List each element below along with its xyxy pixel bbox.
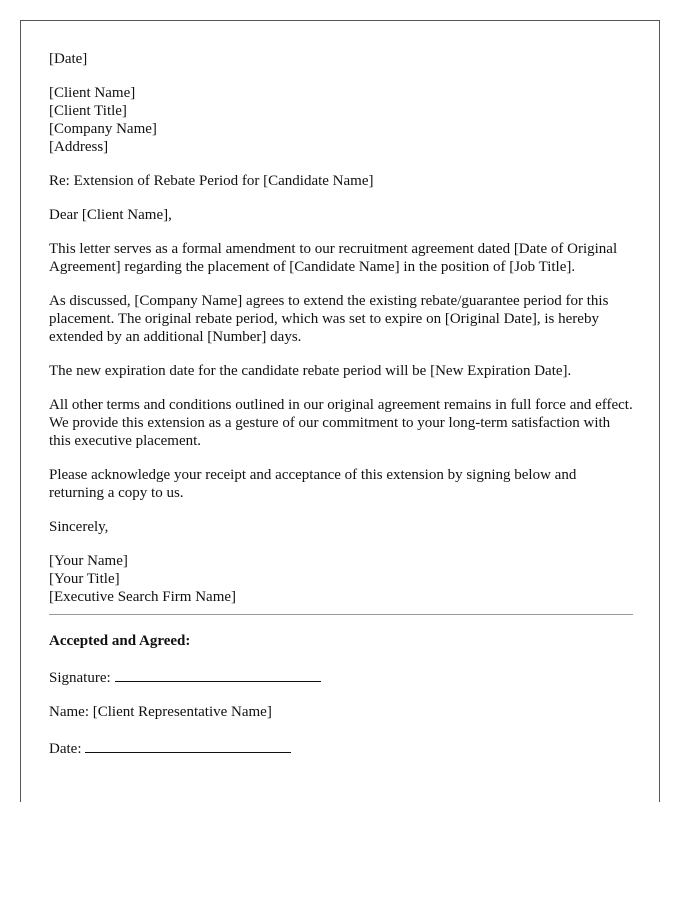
recipient-name: [Client Name] [49,85,136,101]
acceptance-heading: Accepted and Agreed: [49,633,191,649]
recipient-title: [Client Title] [49,103,127,119]
letter-content [49,50,635,774]
letter-date: [Date] [49,51,88,67]
date-label: Date: [49,741,82,757]
recipient-address: [Address] [49,139,109,155]
body-paragraph: Please acknowledge your receipt and acceptance of this extension by signing below and returning a copy to us. [49,467,577,501]
body-paragraph: This letter serves as a formal amendment to our recruitment agreement dated [Date of Original Agreement] regarding the placement of [Candidate Name] in the position of [Job Title]. [49,241,618,275]
recipient-block [49,84,635,156]
section-divider [49,614,633,615]
signature-line[interactable] [115,666,321,682]
recipient-company: [Company Name] [49,121,157,137]
closing: Sincerely, [49,519,109,535]
client-rep-name: Name: [Client Representative Name] [49,704,272,720]
body-paragraph: The new expiration date for the candidate rebate period will be [New Expiration Date]. [49,363,572,379]
body-paragraph: As discussed, [Company Name] agrees to extend the existing rebate/guarantee period for this placement. The original rebate period, which was set to expire on [Original Date], is hereby extended by an additional [Number] days. [49,293,609,345]
sender-firm: [Executive Search Firm Name] [49,589,237,605]
signature-label: Signature: [49,670,111,686]
sender-name: [Your Name] [49,553,128,569]
signature-row [49,666,635,687]
salutation: Dear [Client Name], [49,207,172,223]
date-row [49,737,635,758]
sender-title: [Your Title] [49,571,120,587]
subject-line: Re: Extension of Rebate Period for [Candidate Name] [49,173,374,189]
letter-page [20,20,660,802]
date-line[interactable] [85,737,291,753]
sender-block [49,552,635,606]
body-paragraph: All other terms and conditions outlined in our original agreement remains in full force and effect. We provide this extension as a gesture of our commitment to your long-term satisfaction with this executive placement. [49,397,633,449]
